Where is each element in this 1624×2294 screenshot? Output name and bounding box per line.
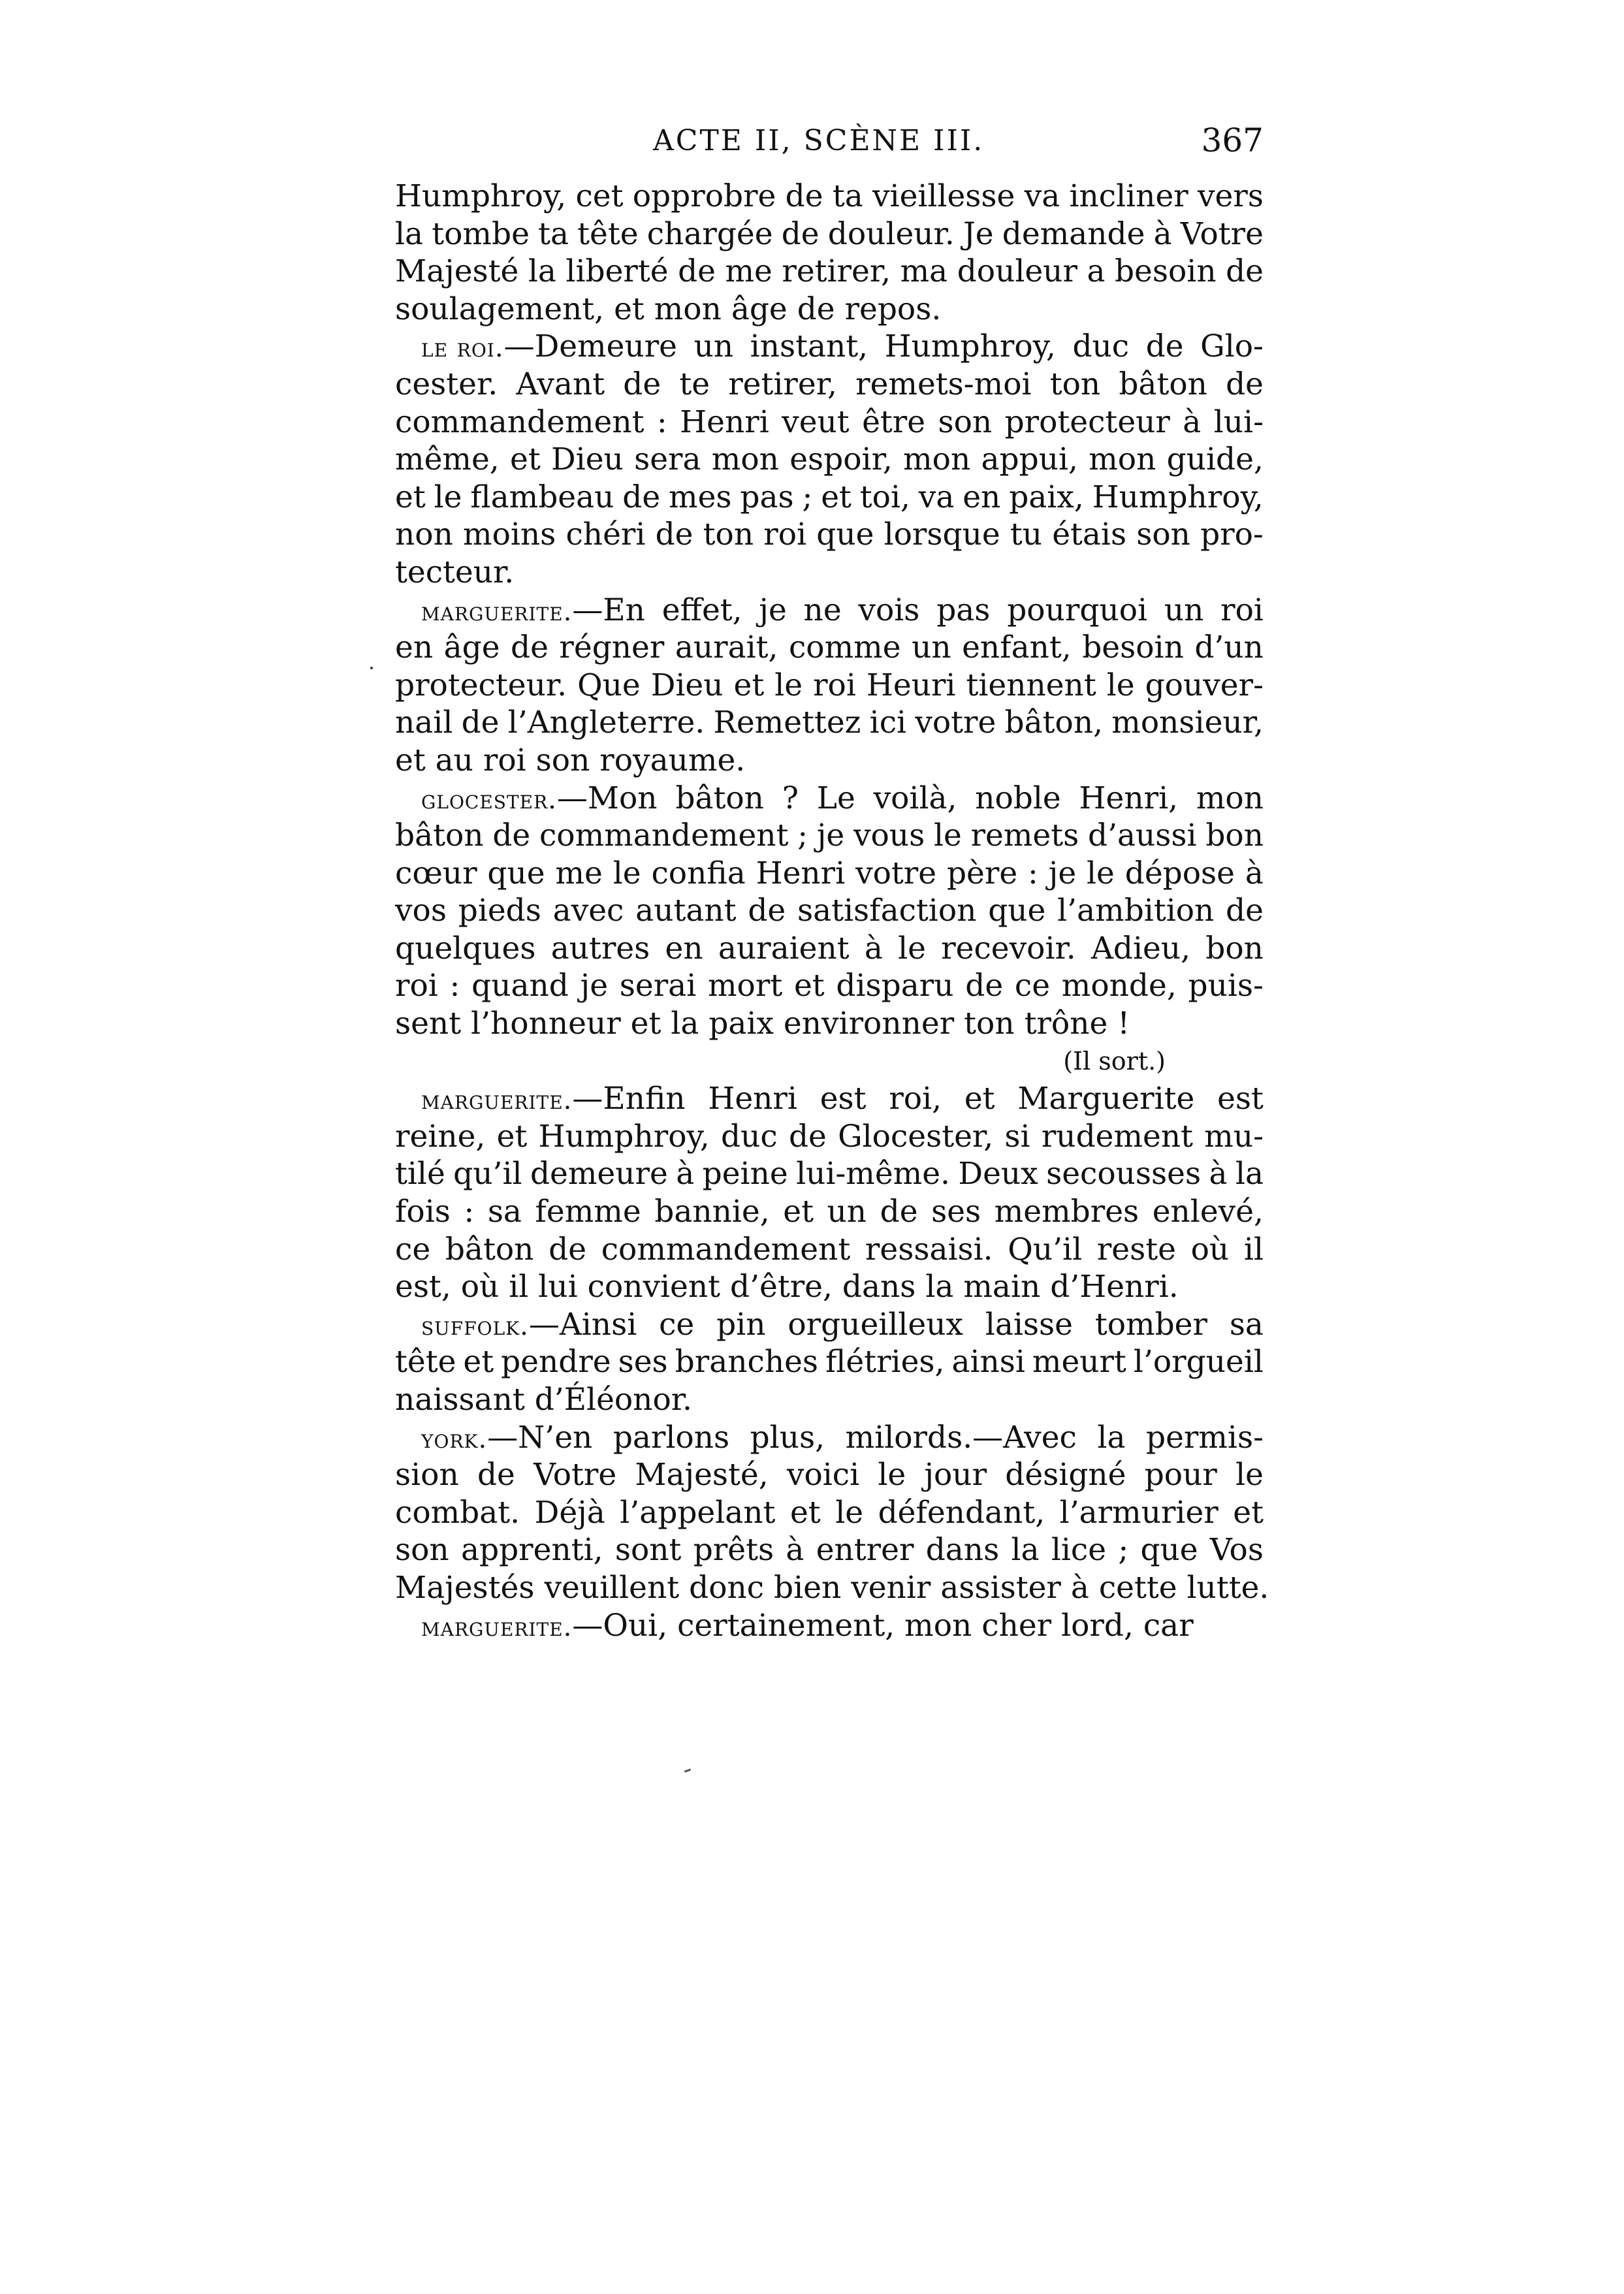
- speech-paragraph: [395, 1419, 1269, 1607]
- text-line: Majesté la liberté de me retirer, ma douleur a besoin de: [395, 253, 1264, 290]
- text-line: en âge de régner aurait, comme un enfant, besoin d’un: [395, 629, 1264, 666]
- text-line: fois : sa femme bannie, et un de ses membres enlevé,: [395, 1194, 1264, 1230]
- text-line: sent l’honneur et la paix environner ton trône !: [395, 1006, 1130, 1042]
- text-line: non moins chéri de ton roi que lorsque tu étais son pro-: [395, 517, 1264, 553]
- text-line: nail de l’Angleterre. Remettez ici votre bâton, monsieur,: [395, 705, 1264, 741]
- speaker-name: le roi.: [421, 333, 504, 364]
- speaker-name: marguerite.: [421, 1612, 573, 1642]
- text-line: la tombe ta tête chargée de douleur. Je demande à Votre: [395, 215, 1264, 252]
- speaker-name: suffolk.: [421, 1311, 529, 1341]
- text-line: glocester.—Mon bâton ? Le voilà, noble Henri, mon: [421, 780, 1264, 816]
- text-line: marguerite.—Enfin Henri est roi, et Marguerite est: [421, 1081, 1264, 1117]
- text-line: suffolk.—Ainsi ce pin orgueilleux laisse tomber sa: [421, 1306, 1264, 1343]
- text-line: ce bâton de commandement ressaisi. Qu’il reste où il: [395, 1231, 1264, 1267]
- text-line: soulagement, et mon âge de repos.: [395, 291, 942, 327]
- text-line: reine, et Humphroy, duc de Glocester, si rudement mu-: [395, 1118, 1264, 1155]
- text-line: cester. Avant de te retirer, remets-moi ton bâton de: [395, 366, 1264, 402]
- margin-speck: [370, 667, 373, 669]
- speaker-name: york.: [421, 1424, 488, 1454]
- running-head: [395, 121, 1264, 165]
- text-line: roi : quand je serai mort et disparu de ce monde, puis-: [395, 968, 1264, 1004]
- speaker-name: marguerite.: [421, 596, 573, 627]
- speech-paragraph: [395, 1306, 1264, 1419]
- speaker-name: glocester.: [421, 784, 557, 815]
- text-line: commandement : Henri veut être son protecteur à lui-: [395, 404, 1264, 440]
- speech-paragraph: [395, 780, 1264, 1081]
- text-line: bâton de commandement ; je vous le remets d’aussi bon: [395, 818, 1264, 854]
- text-line: Humphroy, cet opprobre de ta vieillesse va incliner vers: [395, 178, 1264, 214]
- speaker-name: marguerite.: [421, 1085, 573, 1116]
- stray-mark: [684, 1768, 691, 1772]
- text-line: le roi.—Demeure un instant, Humphroy, duc de Glo-: [421, 328, 1264, 365]
- page-number: 367: [1201, 121, 1264, 159]
- text-line: et le flambeau de mes pas ; et toi, va en paix, Humphroy,: [395, 479, 1264, 515]
- speech-paragraph: [395, 328, 1264, 591]
- speech-paragraph: [395, 1080, 1264, 1306]
- text-line: york.—N’en parlons plus, milords.—Avec la permis-: [421, 1419, 1264, 1456]
- text-line: sion de Votre Majesté, voici le jour désigné pour le: [395, 1457, 1264, 1493]
- text-line: vos pieds avec autant de satisfaction que l’ambition de: [395, 893, 1264, 929]
- text-line: protecteur. Que Dieu et le roi Heuri tiennent le gouver-: [395, 667, 1264, 703]
- text-line: son apprenti, sont prêts à entrer dans la lice ; que Vos: [395, 1532, 1264, 1569]
- text-line: tilé qu’il demeure à peine lui-même. Deux secousses à la: [395, 1156, 1264, 1192]
- running-head-title: ACTE II, SCÈNE III.: [653, 124, 985, 157]
- text-line: même, et Dieu sera mon espoir, mon appui, mon guide,: [395, 441, 1264, 478]
- text-line: tecteur.: [395, 554, 515, 590]
- text-line: marguerite.—Oui, certainement, mon cher lord, car: [421, 1607, 1194, 1644]
- speech-paragraph: [395, 592, 1264, 780]
- text-line: et au roi son royaume.: [395, 742, 746, 778]
- text-line: tête et pendre ses branches flétries, ainsi meurt l’orgueil: [395, 1344, 1264, 1380]
- stage-direction: (Il sort.): [1063, 1046, 1166, 1075]
- page-body: [395, 178, 1269, 1644]
- text-line: Majestés veuillent donc bien venir assister à cette lutte.: [395, 1569, 1269, 1606]
- text-line: est, où il lui convient d’être, dans la main d’Henri.: [395, 1269, 1179, 1305]
- text-line: cœur que me le confia Henri votre père : je le dépose à: [395, 855, 1264, 891]
- speech-paragraph: [395, 1607, 1264, 1645]
- text-line: quelques autres en auraient à le recevoir. Adieu, bon: [395, 930, 1264, 966]
- book-page: [395, 121, 1269, 1644]
- text-line: marguerite.—En effet, je ne vois pas pourquoi un roi: [421, 592, 1264, 628]
- text-line: combat. Déjà l’appelant et le défendant, l’armurier et: [395, 1494, 1264, 1531]
- speech-paragraph: [395, 178, 1264, 328]
- text-line: naissant d’Éléonor.: [395, 1382, 692, 1418]
